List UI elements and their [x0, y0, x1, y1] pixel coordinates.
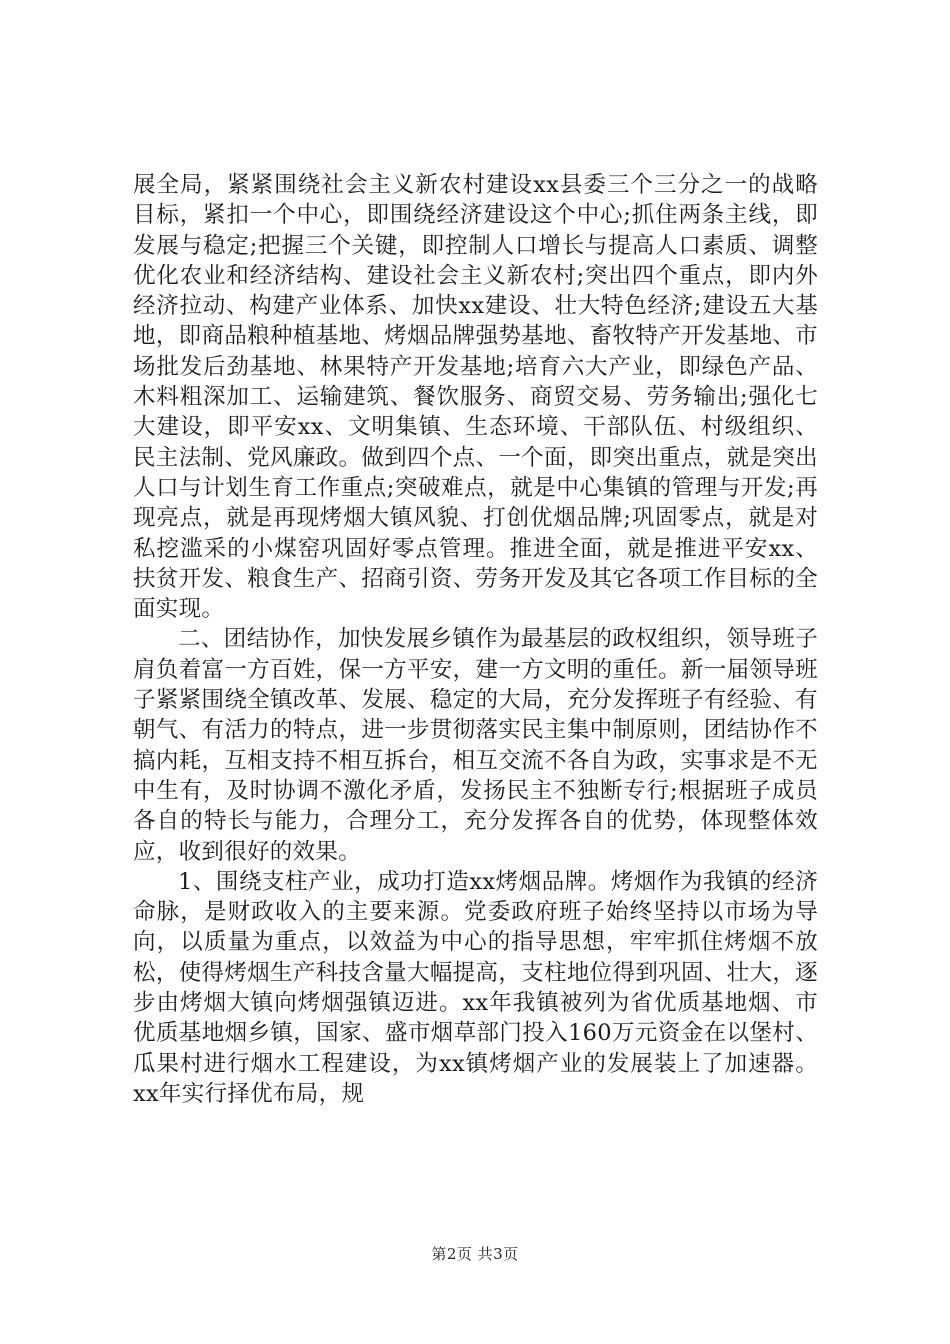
document-body: [133, 170, 818, 1109]
paragraph-section-two: 二、团结协作，加快发展乡镇作为最基层的政权组织，领导班子肩负着富一方百姓，保一方平安，建一方文明的重任。新一届领导班子紧紧围绕全镇改革、发展、稳定的大局，充分发挥班子有经验、有朝气、有活力的特点，进一步贯彻落实民主集中制原则，团结协作不搞内耗，互相支持不相互拆台，相互交流不各自为政，实事求是不无中生有，及时协调不激化矛盾，发扬民主不独断专行;根据班子成员各自的特长与能力，合理分工，充分发挥各自的优势，体现整体效应，收到很好的效果。: [133, 626, 818, 865]
paragraph-item-one: 1、围绕支柱产业，成功打造xx烤烟品牌。烤烟作为我镇的经济命脉，是财政收入的主要来源。党委政府班子始终坚持以市场为导向，以质量为重点，以效益为中心的指导思想，牢牢抓住烤烟不放松，使得烤烟生产科技含量大幅提高，支柱地位得到巩固、壮大，逐步由烤烟大镇向烤烟强镇迈进。xx年我镇被列为省优质基地烟、市优质基地烟乡镇，国家、盛市烟草部门投入160万元资金在以堡村、瓜果村进行烟水工程建设，为xx镇烤烟产业的发展装上了加速器。xx年实行择优布局，规: [133, 868, 818, 1107]
page-footer: 第2页 共3页: [431, 1245, 519, 1263]
paragraph-continuation: 展全局，紧紧围绕社会主义新农村建设xx县委三个三分之一的战略目标，紧扣一个中心，即围绕经济建设这个中心;抓住两条主线，即发展与稳定;把握三个关键，即控制人口增长与提高人口素质、调整优化农业和经济结构、建设社会主义新农村;突出四个重点，即内外经济拉动、构建产业体系、加快xx建设、壮大特色经济;建设五大基地，即商品粮种植基地、烤烟品牌强势基地、畜牧特产开发基地、市场批发后劲基地、林果特产开发基地;培育六大产业，即绿色产品、木料粗深加工、运输建筑、餐饮服务、商贸交易、劳务输出;强化七大建设，即平安xx、文明集镇、生态环境、干部队伍、村级组织、民主法制、党风廉政。做到四个点、一个面，即突出重点，就是突出人口与计划生育工作重点;突破难点，就是中心集镇的管理与开发;再现亮点，就是再现烤烟大镇风貌、打创优烟品牌;巩固零点，就是对私挖滥采的小煤窑巩固好零点管理。推进全面，就是推进平安xx、扶贫开发、粮食生产、招商引资、劳务开发及其它各项工作目标的全面实现。: [133, 172, 818, 623]
